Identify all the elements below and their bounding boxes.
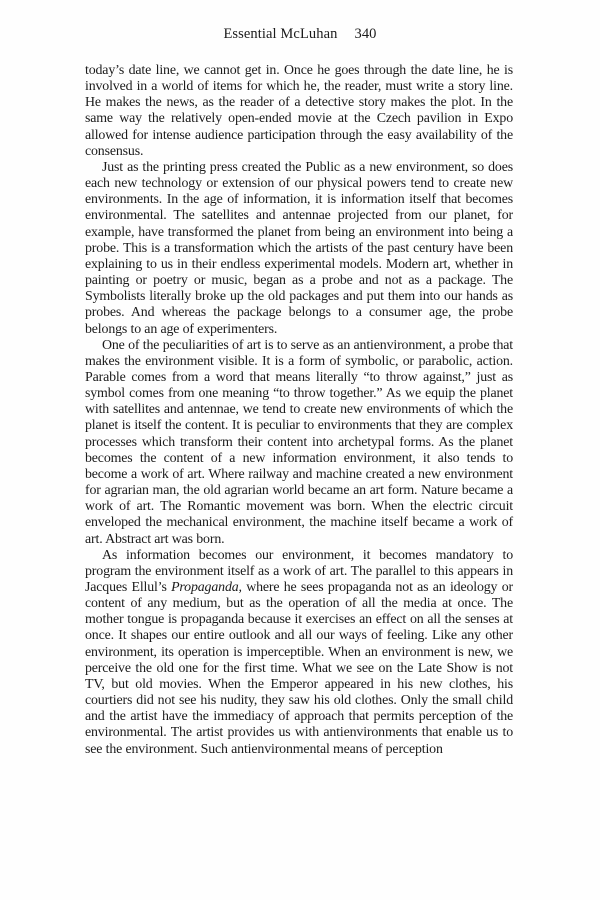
paragraph <box>85 548 513 758</box>
running-head <box>0 26 600 43</box>
paragraph <box>85 63 513 160</box>
text-run: One of the peculiarities of art is to serve as an antienvironment, a probe that makes the environment visible. It is a form of symbolic, or parabolic, action. Parable comes from a word that means literally “to throw against,” just as symbol comes from one meaning “to throw together.” As we equip the planet with satellites and antennae, we tend to create new environments of which the planet is itself the content. It is peculiar to environments that they are complex processes which transform their content into archetypal forms. As the planet becomes the content of a new information environment, it also tends to become a work of art. Where railway and machine created a new environment for agrarian man, the old agrarian world became an art form. Nature became a work of art. The Romantic movement was born. When the electric circuit enveloped the mechanical environment, the machine itself became a work of art. Abstract art was born. <box>85 337 513 547</box>
paragraph <box>85 160 513 338</box>
paragraph <box>85 338 513 548</box>
italic-text-run: Propaganda, <box>171 580 242 595</box>
page-number: 340 <box>354 26 377 42</box>
text-run: As information becomes our environment, it becomes mandatory to program the environment itself as a work of art. The parallel to this appears in Jacques Ellul’s <box>85 547 513 595</box>
text-run: Just as the printing press created the Public as a new environment, so does each new technology or extension of our physical powers tend to create new environments. In the age of information, it is information itself that becomes environmental. The satellites and antennae projected from our planet, for example, have transformed the planet from being an environment into being a probe. This is a transformation which the artists of the past century have been explaining to us in their endless experimental models. Modern art, whether in painting or poetry or music, began as a probe and not as a package. The Symbolists literally broke up the old packages and put them into our hands as probes. And whereas the package belongs to a consumer age, the probe belongs to an age of experimenters. <box>85 159 513 337</box>
text-column <box>85 63 513 758</box>
text-run: today’s date line, we cannot get in. Once he goes through the date line, he is involved in a world of items for which he, the reader, must write a story line. He makes the news, as the reader of a detective story makes the plot. In the same way the relatively open-ended movie at the Czech pavilion in Expo allowed for intense audience participation through the easy availability of the consensus. <box>85 63 513 159</box>
text-run: where he sees propaganda not as an ideology or content of any medium, but as the operation of all the media at once. The mother tongue is propaganda because it exercises an effect on all the senses at once. It shapes our entire outlook and all our ways of feeling. Like any other environment, its operation is imperceptible. When an environment is new, we perceive the old one for the first time. What we see on the Late Show is not TV, but old movies. When the Emperor appeared in his new clothes, his courtiers did not see his nudity, they saw his old clothes. Only the small child and the artist have the immediacy of approach that permits perception of the environmental. The artist provides us with antienvironments that enable us to see the environment. Such antienvironmental means of perception <box>85 580 513 757</box>
running-head-title: Essential McLuhan <box>223 26 338 42</box>
